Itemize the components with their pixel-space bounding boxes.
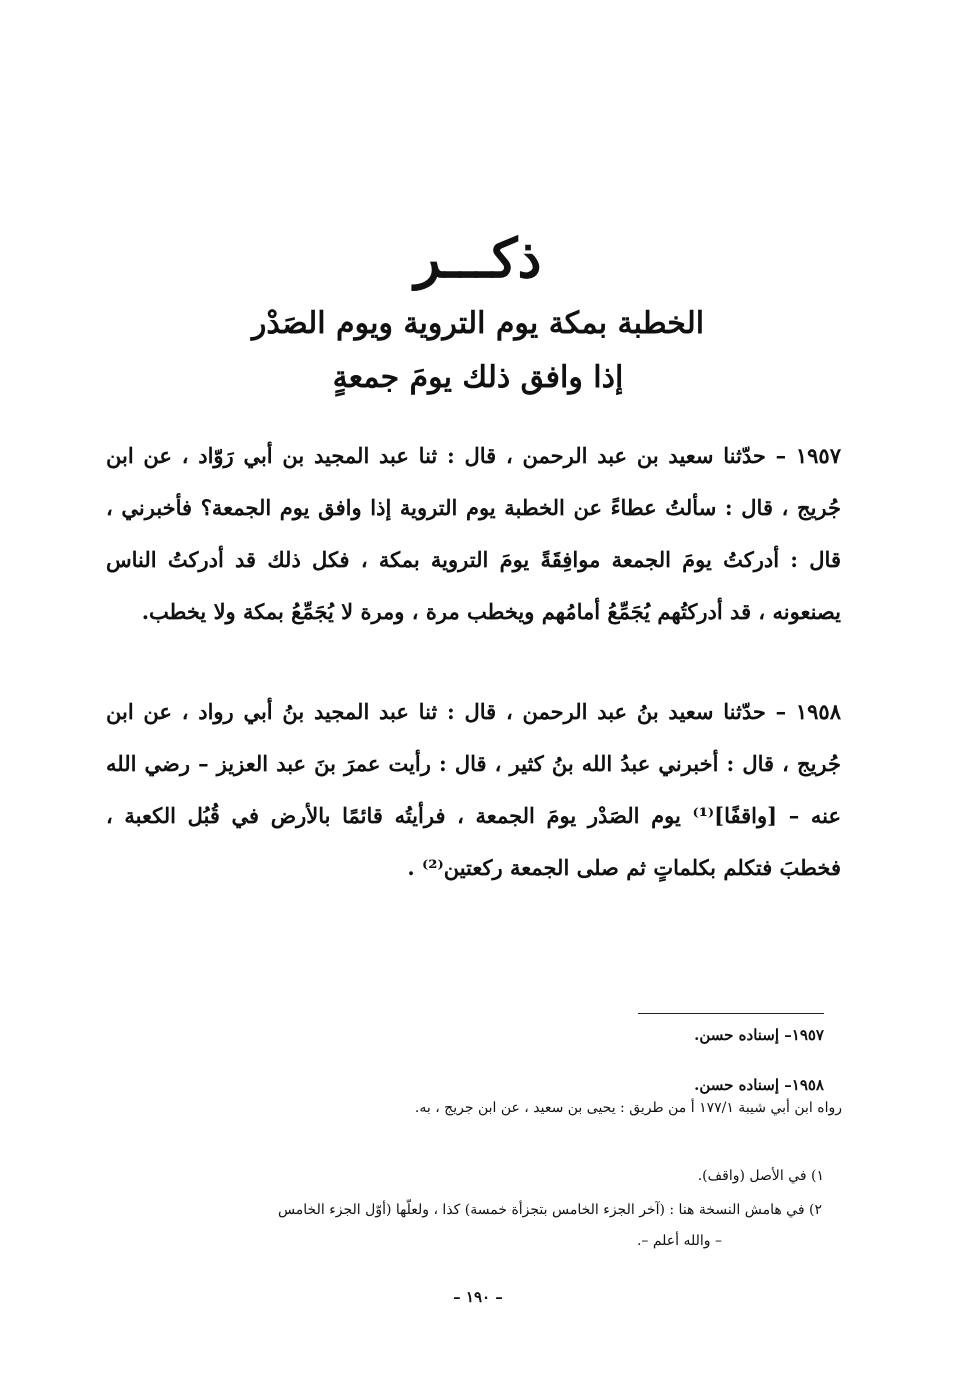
- footnote-note-1: ١) في الأصل (واقف).: [697, 1168, 824, 1184]
- hadith-1958-paragraph: ١٩٥٨ – حدّثنا سعيد بنُ عبد الرحمن ، قال : ثنا عبد المجيد بنُ أبي رواد ، عن ابن جُريج ، قال : أخبرني عبدُ الله بنُ كثير ، قال : رأيت عمرَ بنَ عبد العزيز – رضي الله عنه – [واقفًا]⁽¹⁾ يوم الصَدْر يومَ الجمعة ، فرأيتُه قائمًا بالأرض في قُبُل الكعبة ، فخطبَ فتكلم بكلماتٍ ثم صلى الجمعة ركعتين⁽²⁾ .: [106, 699, 841, 880]
- section-title-line-2: إذا وافق ذلك يومَ جمعةٍ: [332, 360, 624, 395]
- footnote-1958-source: رواه ابن أبي شيبة ١٧٧/١ أ من طريق : يحيى بن سعيد ، عن ابن جريج ، به.: [414, 1100, 842, 1116]
- section-title-line-1: الخطبة بمكة يوم التروية ويوم الصَدْر: [251, 306, 705, 341]
- footnote-divider: [638, 1013, 824, 1014]
- section-heading-dhikr: ذكـــر: [414, 226, 542, 290]
- footnote-1958-grading: ١٩٥٨– إسناده حسن.: [694, 1076, 824, 1094]
- page-number: – ١٩٠ –: [453, 1288, 503, 1306]
- footnote-1957-grading: ١٩٥٧– إسناده حسن.: [694, 1026, 824, 1044]
- footnote-note-2-continued: – والله أعلم –.: [636, 1233, 722, 1249]
- footnote-note-2: ٢) في هامش النسخة هنا : (آخر الجزء الخامس بتجزأة خمسة) كذا ، ولعلّها (أوّل الجزء الخامس: [277, 1202, 822, 1218]
- hadith-1957-paragraph: ١٩٥٧ – حدّثنا سعيد بن عبد الرحمن ، قال : ثنا عبد المجيد بن أبي رَوّاد ، عن ابن جُريج ، قال : سألتُ عطاءً عن الخطبة يوم التروية إذا وافق يوم الجمعة؟ فأخبرني ، قال : أدركتُ يومَ الجمعة موافِقَةً يومَ التروية بمكة ، فكل ذلك قد أدركتُ الناس يصنعونه ، قد أدركتُهم يُجَمِّعُ أمامُهم ويخطب مرة ، ومرة لا يُجَمِّعُ بمكة ولا يخطب.: [106, 443, 841, 624]
